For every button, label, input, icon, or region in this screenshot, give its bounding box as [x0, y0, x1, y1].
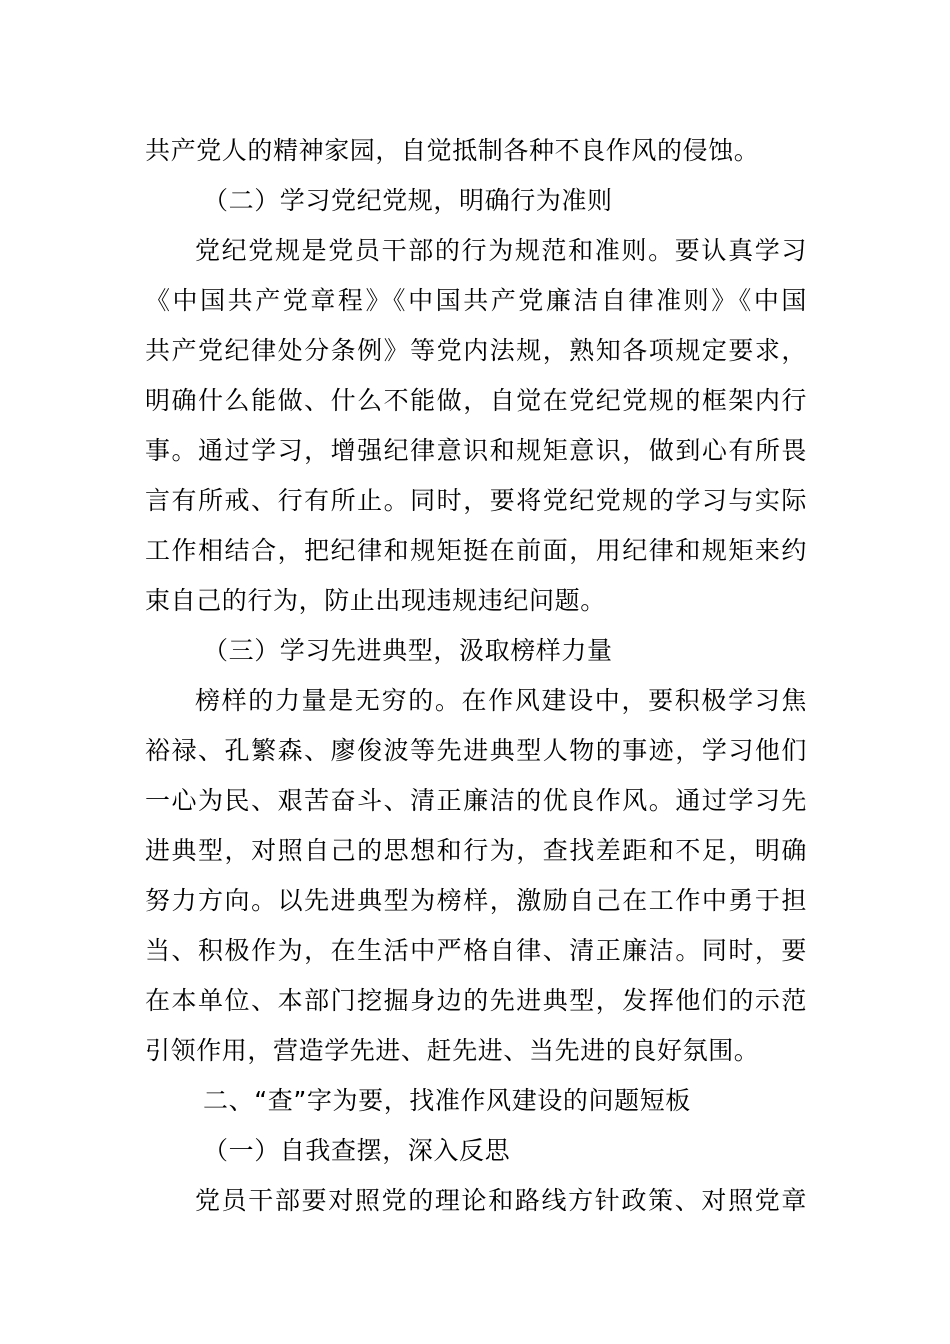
paragraph-line: 在本单位、本部门挖掘身边的先进典型，发挥他们的示范	[145, 986, 807, 1015]
paragraph-line: 明确什么能做、什么不能做，自觉在党纪党规的框架内行	[145, 386, 807, 415]
paragraph-line: 党纪党规是党员干部的行为规范和准则。要认真学习	[195, 236, 807, 265]
paragraph-line: 束自己的行为，防止出现违规违纪问题。	[145, 586, 606, 615]
paragraph-line: 共产党纪律处分条例》等党内法规，熟知各项规定要求，	[145, 336, 807, 365]
paragraph-line: 一心为民、艰苦奋斗、清正廉洁的优良作风。通过学习先	[145, 786, 807, 815]
paragraph-line: 引领作用，营造学先进、赶先进、当先进的良好氛围。	[145, 1036, 760, 1065]
paragraph-line: 工作相结合，把纪律和规矩挺在前面，用纪律和规矩来约	[145, 536, 807, 565]
paragraph-line: 事。通过学习，增强纪律意识和规矩意识，做到心有所畏	[145, 436, 807, 465]
paragraph-line: 裕禄、孔繁森、廖俊波等先进典型人物的事迹，学习他们	[145, 736, 807, 765]
paragraph-line: 当、积极作为，在生活中严格自律、清正廉洁。同时，要	[145, 936, 807, 965]
paragraph-line: 努力方向。以先进典型为榜样，激励自己在工作中勇于担	[145, 886, 807, 915]
document-body	[145, 126, 807, 1226]
paragraph-line: 《中国共产党章程》《中国共产党廉洁自律准则》《中国	[145, 286, 807, 315]
paragraph-line: 共产党人的精神家园，自觉抵制各种不良作风的侵蚀。	[145, 136, 760, 165]
chapter-heading: 二、“查”字为要，找准作风建设的问题短板	[203, 1086, 691, 1115]
section-heading: （三）学习先进典型，汲取榜样力量	[203, 636, 613, 665]
section-heading: （一）自我查摆，深入反思	[203, 1136, 511, 1165]
section-heading: （二）学习党纪党规，明确行为准则	[203, 186, 613, 215]
paragraph-line: 言有所戒、行有所止。同时，要将党纪党规的学习与实际	[145, 486, 807, 515]
paragraph-line: 进典型，对照自己的思想和行为，查找差距和不足，明确	[145, 836, 807, 865]
paragraph-line: 党员干部要对照党的理论和路线方针政策、对照党章	[195, 1186, 807, 1215]
paragraph-line: 榜样的力量是无穷的。在作风建设中，要积极学习焦	[195, 686, 807, 715]
